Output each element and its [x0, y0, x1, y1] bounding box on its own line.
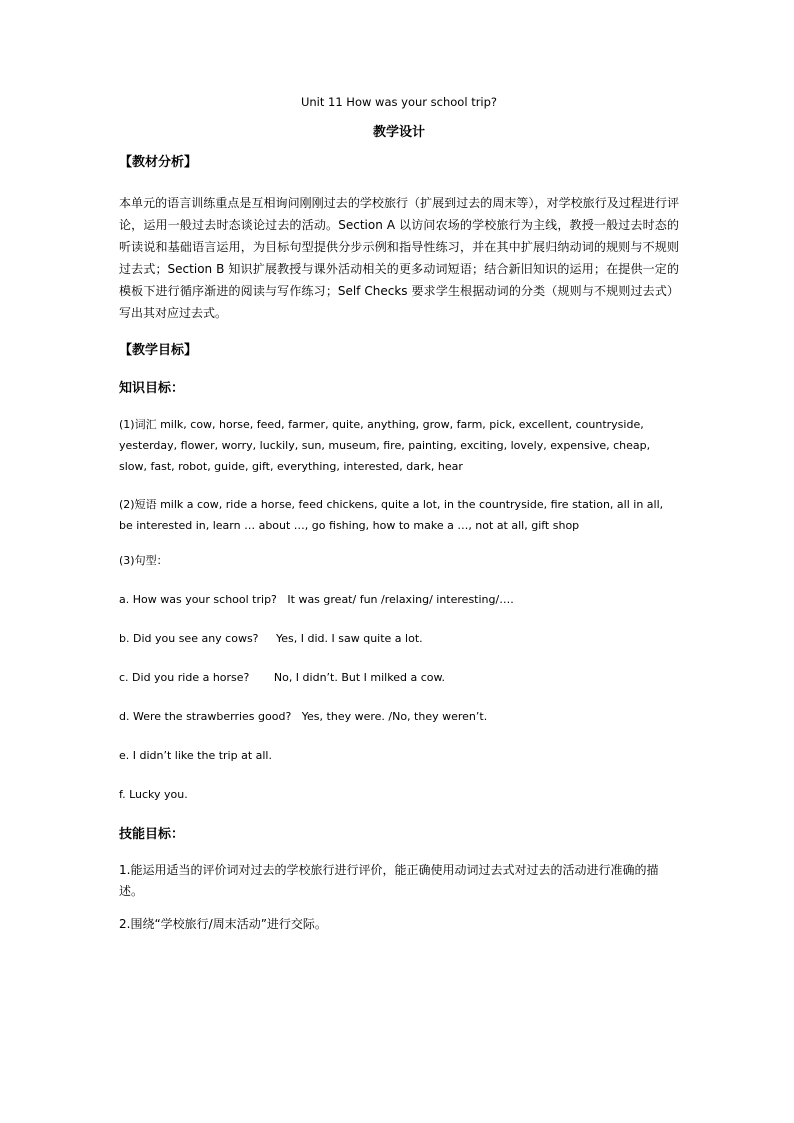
- skill-goal-1: 1.能运用适当的评价词对过去的学校旅行进行评价，能正确使用动词过去式对过去的活动进行准确的描述。: [119, 863, 659, 898]
- sentence-patterns-label: (3)句型：: [119, 554, 168, 567]
- analysis-paragraph: 本单元的语言训练重点是互相询问刚刚过去的学校旅行（扩展到过去的周末等），对学校旅行及过程进行评论，运用一般过去时态谈论过去的活动。Section A 以访问农场的学校旅行为主线，教授一般过去时态的听读说和基础语言运用，为目标句型提供分步示例和指导性练习，并在其中扩展归纳动词的规则与不规则过去式；Section B 知识扩展教授与课外活动相关的更多动词短语；结合新旧知识的运用；在提供一定的模板下进行循序渐进的阅读与写作练习；Self Checks 要求学生根据动词的分类（规则与不规则过去式）写出其对应过去式。: [119, 196, 679, 320]
- skill-goal-2: 2.围绕“学校旅行/周末活动”进行交际。: [119, 917, 327, 931]
- document-body: [119, 94, 679, 947]
- sentence-pattern-f: f. Lucky you.: [119, 788, 188, 801]
- goals-heading: 【教学目标】: [119, 343, 198, 358]
- skill-goals-heading: 技能目标：: [119, 827, 185, 842]
- unit-title: Unit 11 How was your school trip?: [300, 95, 498, 109]
- sentence-pattern-a: a. How was your school trip? It was great/ fun /relaxing/ interesting/….: [119, 593, 514, 606]
- vocabulary-list: (1)词汇 milk, cow, horse, feed, farmer, quite, anything, grow, farm, pick, excellent, countryside, yesterday, flower, worry, luckily, sun, museum, fire, painting, exciting, lovely, expensive, cheap, slow, fast, robot, guide, gift, everything, interested, dark, hear: [119, 418, 651, 473]
- document-title: 教学设计: [372, 125, 425, 140]
- sentence-pattern-d: d. Were the strawberries good? Yes, they were. /No, they weren’t.: [119, 710, 488, 723]
- sentence-pattern-b: b. Did you see any cows? Yes, I did. I saw quite a lot.: [119, 632, 423, 645]
- analysis-heading: 【教材分析】: [119, 155, 198, 170]
- knowledge-goals-heading: 知识目标：: [119, 381, 185, 396]
- sentence-pattern-e: e. I didn’t like the trip at all.: [119, 749, 272, 762]
- sentence-pattern-c: c. Did you ride a horse? No, I didn’t. But I milked a cow.: [119, 671, 445, 684]
- phrase-list: (2)短语 milk a cow, ride a horse, feed chickens, quite a lot, in the countryside, fire station, all in all, be interested in, learn … about …, go fishing, how to make a …, not at all, gift shop: [119, 498, 664, 532]
